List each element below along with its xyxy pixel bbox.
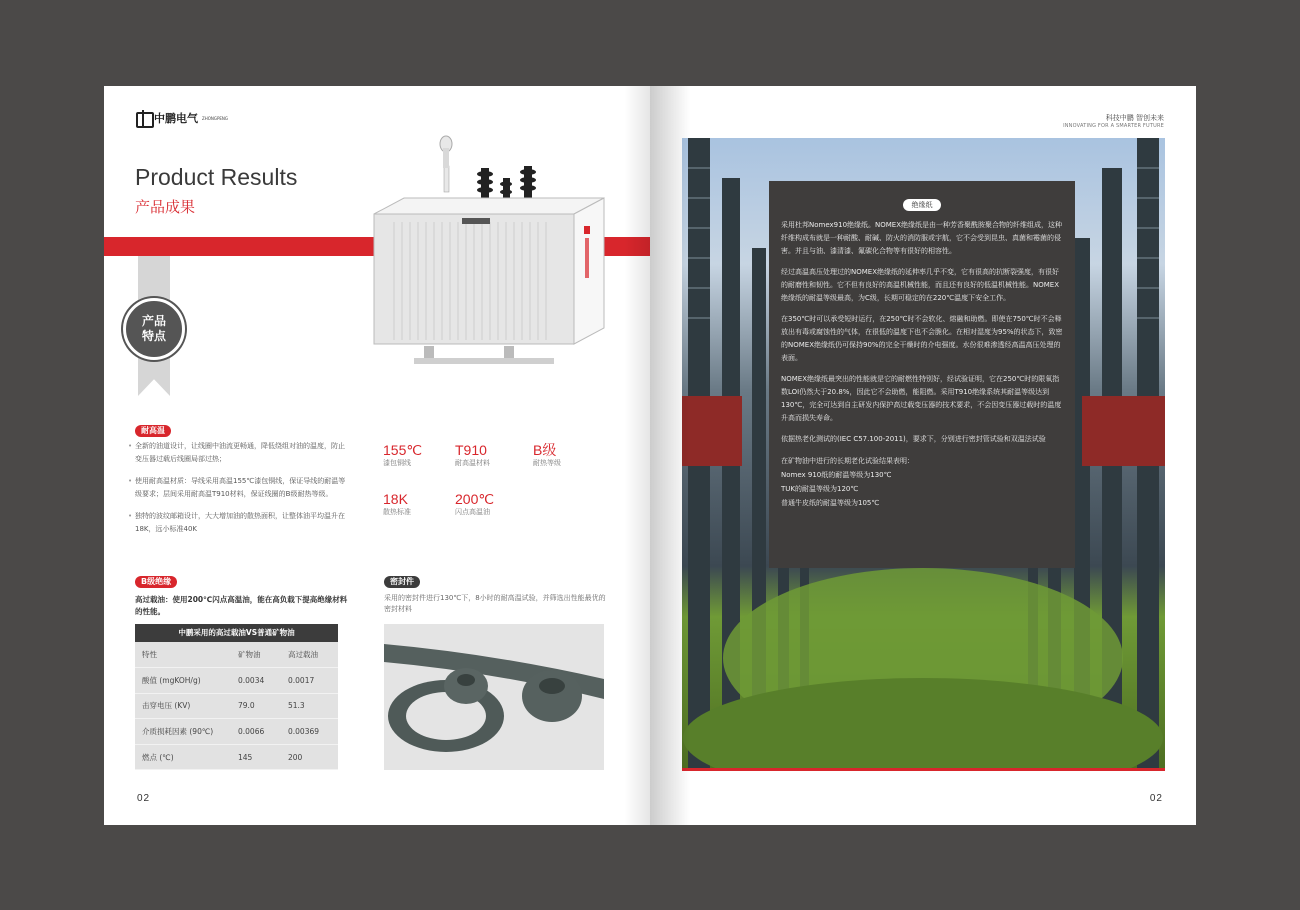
results-intro: 在矿物油中进行的长期老化试验结果表明： [781,457,914,465]
table-cell: 击穿电压 (KV) [135,693,231,719]
left-page [104,86,650,825]
page-title-cn: 产品成果 [135,198,196,216]
stat-18k [383,491,411,517]
page-number-right: 02 [1149,793,1163,804]
table-cell: 0.0066 [231,719,281,745]
stat-label: 散热标准 [383,508,411,516]
panel-paragraph: NOMEX绝缘纸最突出的性能就是它的耐燃性特别好，经试验证明，它在250℃时的限氧指数LOI仍然大于20.8%，因此它不会助燃，能阻燃。采用T910绝缘系统其耐温等级达到130℃，完全可达到自主研发内保护高过载变压器的技术要求，不会因变压器过载时的温度升高而损失寿命。 [781,375,1062,422]
table-cell: 0.00369 [281,719,338,745]
insulation-paper-panel [769,181,1075,568]
page-number-left: 02 [137,793,151,804]
stat-value: T910 [455,442,487,458]
list-item: Nomex 910纸的耐温等级为130℃ [781,471,892,479]
stat-value: B级 [533,442,557,458]
table-row [135,668,338,694]
transformer-icon [364,126,624,386]
page-title-en: Product Results [135,164,298,190]
stat-b-class [533,442,561,468]
table-cell: 介质损耗因素 (90℃) [135,719,231,745]
stat-t910 [455,442,490,468]
slogan-en: INNOVATING FOR A SMARTER FUTURE [1063,123,1164,129]
slogan-cn: 科技中鹏 智创未来 [1105,114,1164,122]
panel-tag: 绝缘纸 [903,199,941,211]
table-header-row [135,642,338,668]
features-badge [123,298,185,360]
panel-paragraph: 经过高温高压处理过的NOMEX绝缘纸的延伸率几乎不变，它有很高的抗断裂强度，有很好的耐磨性和韧性。它不但有良好的高温机械性能，而且还有良好的低温机械性能。NOMEX绝缘纸的耐温等级最高，为C级，长期可稳定的在220℃温度下安全工作。 [781,268,1060,302]
table-cell: 51.3 [281,693,338,719]
photo-red-line [682,768,1165,771]
table-header: 高过载油 [281,642,338,668]
table-row [135,693,338,719]
logo-mark-icon [136,112,150,124]
table-caption: 中鹏采用的高过载油VS普通矿物油 [135,624,338,642]
seal-parts-icon [384,624,604,770]
features-badge-label: 产品特点 [141,314,166,343]
seal-tag: 密封件 [384,576,420,588]
brand-logo [136,110,228,126]
seal-description: 采用的密封件进行130℃下，8小时的耐高温试验，并筛选出性能最优的密封材料 [384,594,606,613]
table-cell: 0.0017 [281,668,338,694]
stat-label: 闪点高温油 [455,508,490,516]
table-row [135,719,338,745]
logo-text: 中鹏电气 [154,112,198,125]
oil-title: 高过载油：使用200℃闪点高温油，能在高负载下提高绝缘材料的性能。 [135,595,348,616]
table-cell: 145 [231,744,281,770]
panel-paragraph: 依据热老化测试的(IEC C57.100-2011)，要求下，分别进行密封管试验和双温法试验 [781,435,1046,443]
table-cell: 200 [281,744,338,770]
stat-value: 200℃ [455,491,495,507]
table-row [135,744,338,770]
table-cell: 0.0034 [231,668,281,694]
panel-paragraph: 在350℃时可以承受短时运行，在250℃时不会软化、熔融和助燃。即使在750℃时不会释放出有毒或腐蚀性的气体，在很低的温度下也不会脆化。在相对湿度为95%的状态下，致密的NOMEX绝缘纸仍可保持90%的完全干燥时的介电强度。水份很难渗透经高温高压处理的表面。 [781,315,1063,362]
stat-155 [383,442,422,468]
list-item: TUK的耐温等级为120℃ [781,485,859,493]
table-cell: 酸值 (mgKOH/g) [135,668,231,694]
table-cell: 79.0 [231,693,281,719]
stat-label: 漆包铜线 [383,459,411,467]
stat-label: 耐高温材料 [455,459,490,467]
table-header: 矿物油 [231,642,281,668]
list-item: • 全新的油道设计，让线圈中油流更畅通，降低绕组对油的温度，防止变压器过载后线圈局部过热； [128,440,348,466]
oil-tag: B级绝缘 [135,576,177,588]
stat-value: 18K [383,491,408,507]
stat-value: 155℃ [383,442,423,458]
stat-200 [455,491,494,517]
table-cell: 燃点 (℃) [135,744,231,770]
slogan [1063,113,1164,129]
results-list [781,454,1063,510]
logo-sub: ZHONGPENG [202,115,229,121]
list-item: 普通牛皮纸的耐温等级为105℃ [781,499,880,507]
feature-list [128,440,348,545]
oil-comparison-table [135,624,338,770]
heat-tag: 耐高温 [135,425,171,437]
right-page [650,86,1196,825]
list-item: • 独特的波纹邮箱设计，大大增加油的散热面积，让整体油平均温升在18K，远小标准40K [128,510,348,536]
panel-paragraph: 采用杜邦Nomex910绝缘纸。NOMEX绝缘纸是由一种芳香聚酰胺聚合物的纤维组成，这种纤维构成布就是一种耐酸、耐碱、防火的消防服或宇航，它不会受到昆虫、真菌和霉菌的侵害。并且与油、漆清漆、氟碳化合物等有很好的相容性。 [781,221,1063,255]
table-header: 特性 [135,642,231,668]
stat-label: 耐热等级 [533,459,561,467]
list-item: • 使用耐高温材质：导线采用高温155℃漆包铜线，保证导线的耐温等级要求；层间采用耐高温T910材料，保证线圈的B级耐热等级。 [128,475,348,501]
